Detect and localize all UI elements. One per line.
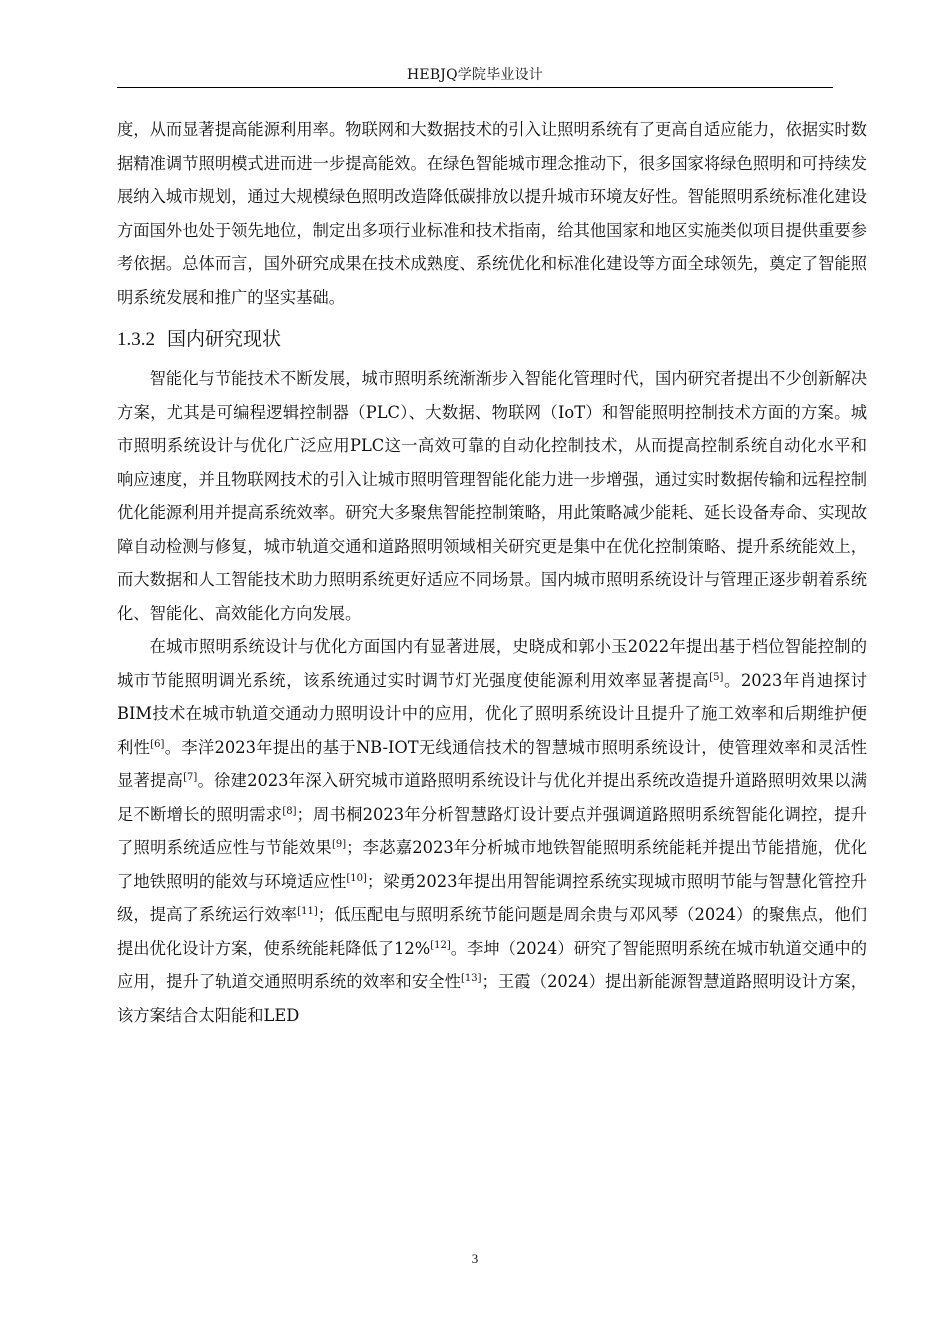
citation-ref[interactable]: [6] bbox=[150, 738, 165, 750]
literature-segment: 在城市照明系统设计与优化方面国内有显著进展，史晓成和郭小玉2022年提出基于档位智能控制的城市节能照明调光系统，该系统通过实时调节灯光强度使能源利用效率显著提高 bbox=[117, 637, 867, 690]
citation-ref[interactable]: [11] bbox=[297, 906, 318, 917]
page-header-title: HEBJQ学院毕业设计 bbox=[406, 67, 543, 83]
literature-segment: 。2023年肖迪探讨BIM技术在城市轨道交通动力照明设计中的应用，优化了照明系统设计且提升了施工效率和后期维护便利性 bbox=[117, 670, 867, 757]
literature-segment: 。李坤（2024）研究了智能照明系统在城市轨道交通中的应用，提升了轨道交通照明系统的效率和安全性 bbox=[117, 938, 867, 991]
literature-segment: ；李苾嘉2023年分析城市地铁智能照明系统能耗并提出节能措施，优化了地铁照明的能效与环境适应性 bbox=[117, 838, 867, 891]
citation-ref[interactable]: [5] bbox=[709, 671, 724, 683]
paragraph-domestic-literature bbox=[117, 630, 867, 1032]
literature-segment: ；梁勇2023年提出用智能调控系统实现城市照明节能与智慧化管控升级，提高了系统运行效率 bbox=[117, 871, 867, 924]
paragraph-domestic-overview: 智能化与节能技术不断发展，城市照明系统渐渐步入智能化管理时代，国内研究者提出不少创新解决方案，尤其是可编程逻辑控制器（PLC）、大数据、物联网（IoT）和智能照明控制技术方面的方案。城市照明系统设计与优化广泛应用PLC这一高效可靠的自动化控制技术，从而提高控制系统自动化水平和响应速度，并且物联网技术的引入让城市照明管理智能化能力进一步增强，通过实时数据传输和远程控制优化能源利用并提高系统效率。研究大多聚焦智能控制策略，用此策略减少能耗、延长设备寿命、实现故障自动检测与修复，城市轨道交通和道路照明领域相关研究更是集中在优化控制策略、提升系统能效上，而大数据和人工智能技术助力照明系统更好适应不同场景。国内城市照明系统设计与管理正逐步朝着系统化、智能化、高效能化方向发展。 bbox=[117, 369, 867, 623]
citation-ref[interactable]: [8] bbox=[282, 805, 297, 817]
literature-segment: ；王霞（2024）提出新能源智慧道路照明设计方案，该方案结合太阳能和LED bbox=[117, 972, 867, 1025]
citation-ref[interactable]: [12] bbox=[430, 939, 451, 951]
literature-segment: 。李洋2023年提出的基于NB-IOT无线通信技术的智慧城市照明系统设计，使管理效率和灵活性显著提高 bbox=[117, 737, 867, 790]
citation-ref[interactable]: [13] bbox=[461, 973, 482, 984]
citation-ref[interactable]: [9] bbox=[331, 839, 347, 850]
section-title: 国内研究现状 bbox=[167, 328, 282, 350]
literature-segment: ；低压配电与照明系统节能问题是周余贵与邓风琴（2024）的聚焦点，他们提出优化设计方案，使系统能耗降低了12% bbox=[117, 905, 867, 958]
header-divider bbox=[117, 87, 833, 88]
literature-segment: 。徐建2023年深入研究城市道路照明系统设计与优化并提出系统改造提升道路照明效果以满足不断增长的照明需求 bbox=[117, 771, 867, 824]
citation-ref[interactable]: [7] bbox=[183, 772, 198, 783]
page-number: 3 bbox=[471, 1251, 479, 1266]
document-body bbox=[117, 113, 867, 1032]
section-number: 1.3.2 bbox=[117, 329, 155, 350]
paragraph-foreign-research-continued: 度，从而显著提高能源利用率。物联网和大数据技术的引入让照明系统有了更高自适应能力，依据实时数据精准调节照明模式进而进一步提高能效。在绿色智能城市理念推动下，很多国家将绿色照明和可持续发展纳入城市规划，通过大规模绿色照明改造降低碳排放以提升城市环境友好性。智能照明系统标准化建设方面国外也处于领先地位，制定出多项行业标准和技术指南，给其他国家和地区实施类似项目提供重要参考依据。总体而言，国外研究成果在技术成熟度、系统优化和标准化建设等方面全球领先，奠定了智能照明系统发展和推广的坚实基础。 bbox=[117, 120, 867, 307]
citation-ref[interactable]: [10] bbox=[346, 872, 367, 884]
literature-segment: ；周书桐2023年分析智慧路灯设计要点并强调道路照明系统智能化调控，提升了照明系统适应性与节能效果 bbox=[117, 804, 867, 857]
section-heading bbox=[117, 323, 867, 356]
